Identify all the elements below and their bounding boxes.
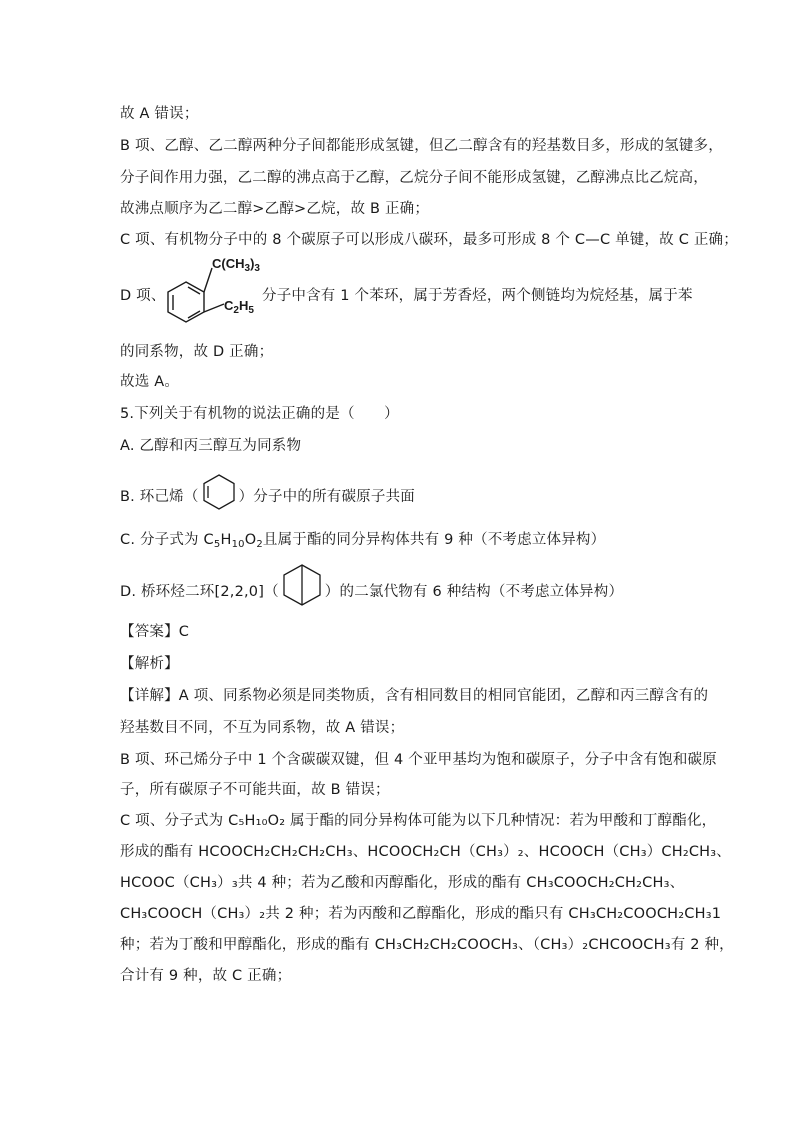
option-a: A. 乙醇和丙三醇互为同系物: [120, 438, 302, 454]
text-line: C 项、分子式为 C₅H₁₀O₂ 属于酯的同分异构体可能为以下几种情况：若为甲酸和丁醇酯化，: [120, 813, 717, 829]
text-line: B 项、环己烯分子中 1 个含碳碳双键，但 4 个亚甲基均为饱和碳原子，分子中含有饱和碳原: [120, 752, 717, 768]
text-line: CH₃COOCH（CH₃）₂共 2 种；若为丙酸和乙醇酯化，形成的酯只有 CH₃CH₂COOCH₂CH₃1: [120, 906, 722, 922]
text-line: 分子间作用力强，乙二醇的沸点高于乙醇，乙烷分子间不能形成氢键，乙醇沸点比乙烷高，: [120, 170, 708, 186]
option-c: C. 分子式为 $C_5H_{10}O_2$且属于酯的同分异构体共有 9 种（不考虑立体异构）: [120, 532, 606, 550]
text-line: 故选 A。: [120, 374, 180, 390]
text-line: 故沸点顺序为乙二醇>乙醇>乙烷，故 B 正确；: [120, 201, 430, 217]
text-line: 分子中含有 1 个苯环，属于芳香烃，两个侧链均为烷烃基，属于苯: [262, 288, 693, 304]
text-line: 合计有 9 种，故 C 正确；: [120, 968, 292, 984]
text-line: 羟基数目不同，不互为同系物，故 A 错误；: [120, 720, 405, 736]
text-line: 故 A 错误；: [120, 106, 199, 122]
answer-label: 【答案】C: [120, 624, 190, 640]
question-stem: 5.下列关于有机物的说法正确的是（ ）: [120, 406, 399, 422]
text-line: 【详解】A 项、同系物必须是同类物质，含有相同数目的相同官能团，乙醇和丙三醇含有的: [120, 688, 709, 704]
text-line: B 项、乙醇、乙二醇两种分子间都能形成氢键，但乙二醇含有的羟基数目多，形成的氢键多，: [120, 138, 723, 154]
text-line: C 项、有机物分子中的 8 个碳原子可以形成八碳环，最多可形成 8 个 C—C 单键，故 C 正确；: [120, 232, 738, 248]
substituent-label-side: $C_2H_5$: [224, 298, 254, 316]
cyclohexene-structure: [199, 472, 239, 512]
text-line: D 项、: [120, 288, 166, 304]
text-line: 子，所有碳原子不可能共面，故 B 错误；: [120, 782, 390, 798]
option-b: B. 环己烯（ ）分子中的所有碳原子共面: [120, 482, 415, 512]
text-line: 形成的酯有 HCOOCH₂CH₂CH₂CH₃、HCOOCH₂CH（CH₃）₂、HCOOCH（CH₃）CH₂CH₃、: [120, 844, 732, 860]
text-line: HCOOC（CH₃）₃共 4 种；若为乙酸和丙醇酯化，形成的酯有 CH₃COOCH₂CH₂CH₃、: [120, 875, 685, 891]
option-d: D. 桥环烃二环[2,2,0]（ ）的二氯代物有 6 种结构（不考虑立体异构）: [120, 576, 623, 608]
analysis-label: 【解析】: [120, 656, 179, 672]
bicyclo-hexane-structure: [279, 562, 325, 608]
substituent-label-top: $C(CH_3)_3$: [212, 256, 260, 274]
text-line: 的同系物，故 D 正确；: [120, 344, 274, 360]
text-line: 种；若为丁酸和甲醇酯化，形成的酯有 CH₃CH₂CH₂COOCH₃、（CH₃）₂CHCOOCH₃有 2 种，: [120, 937, 734, 953]
